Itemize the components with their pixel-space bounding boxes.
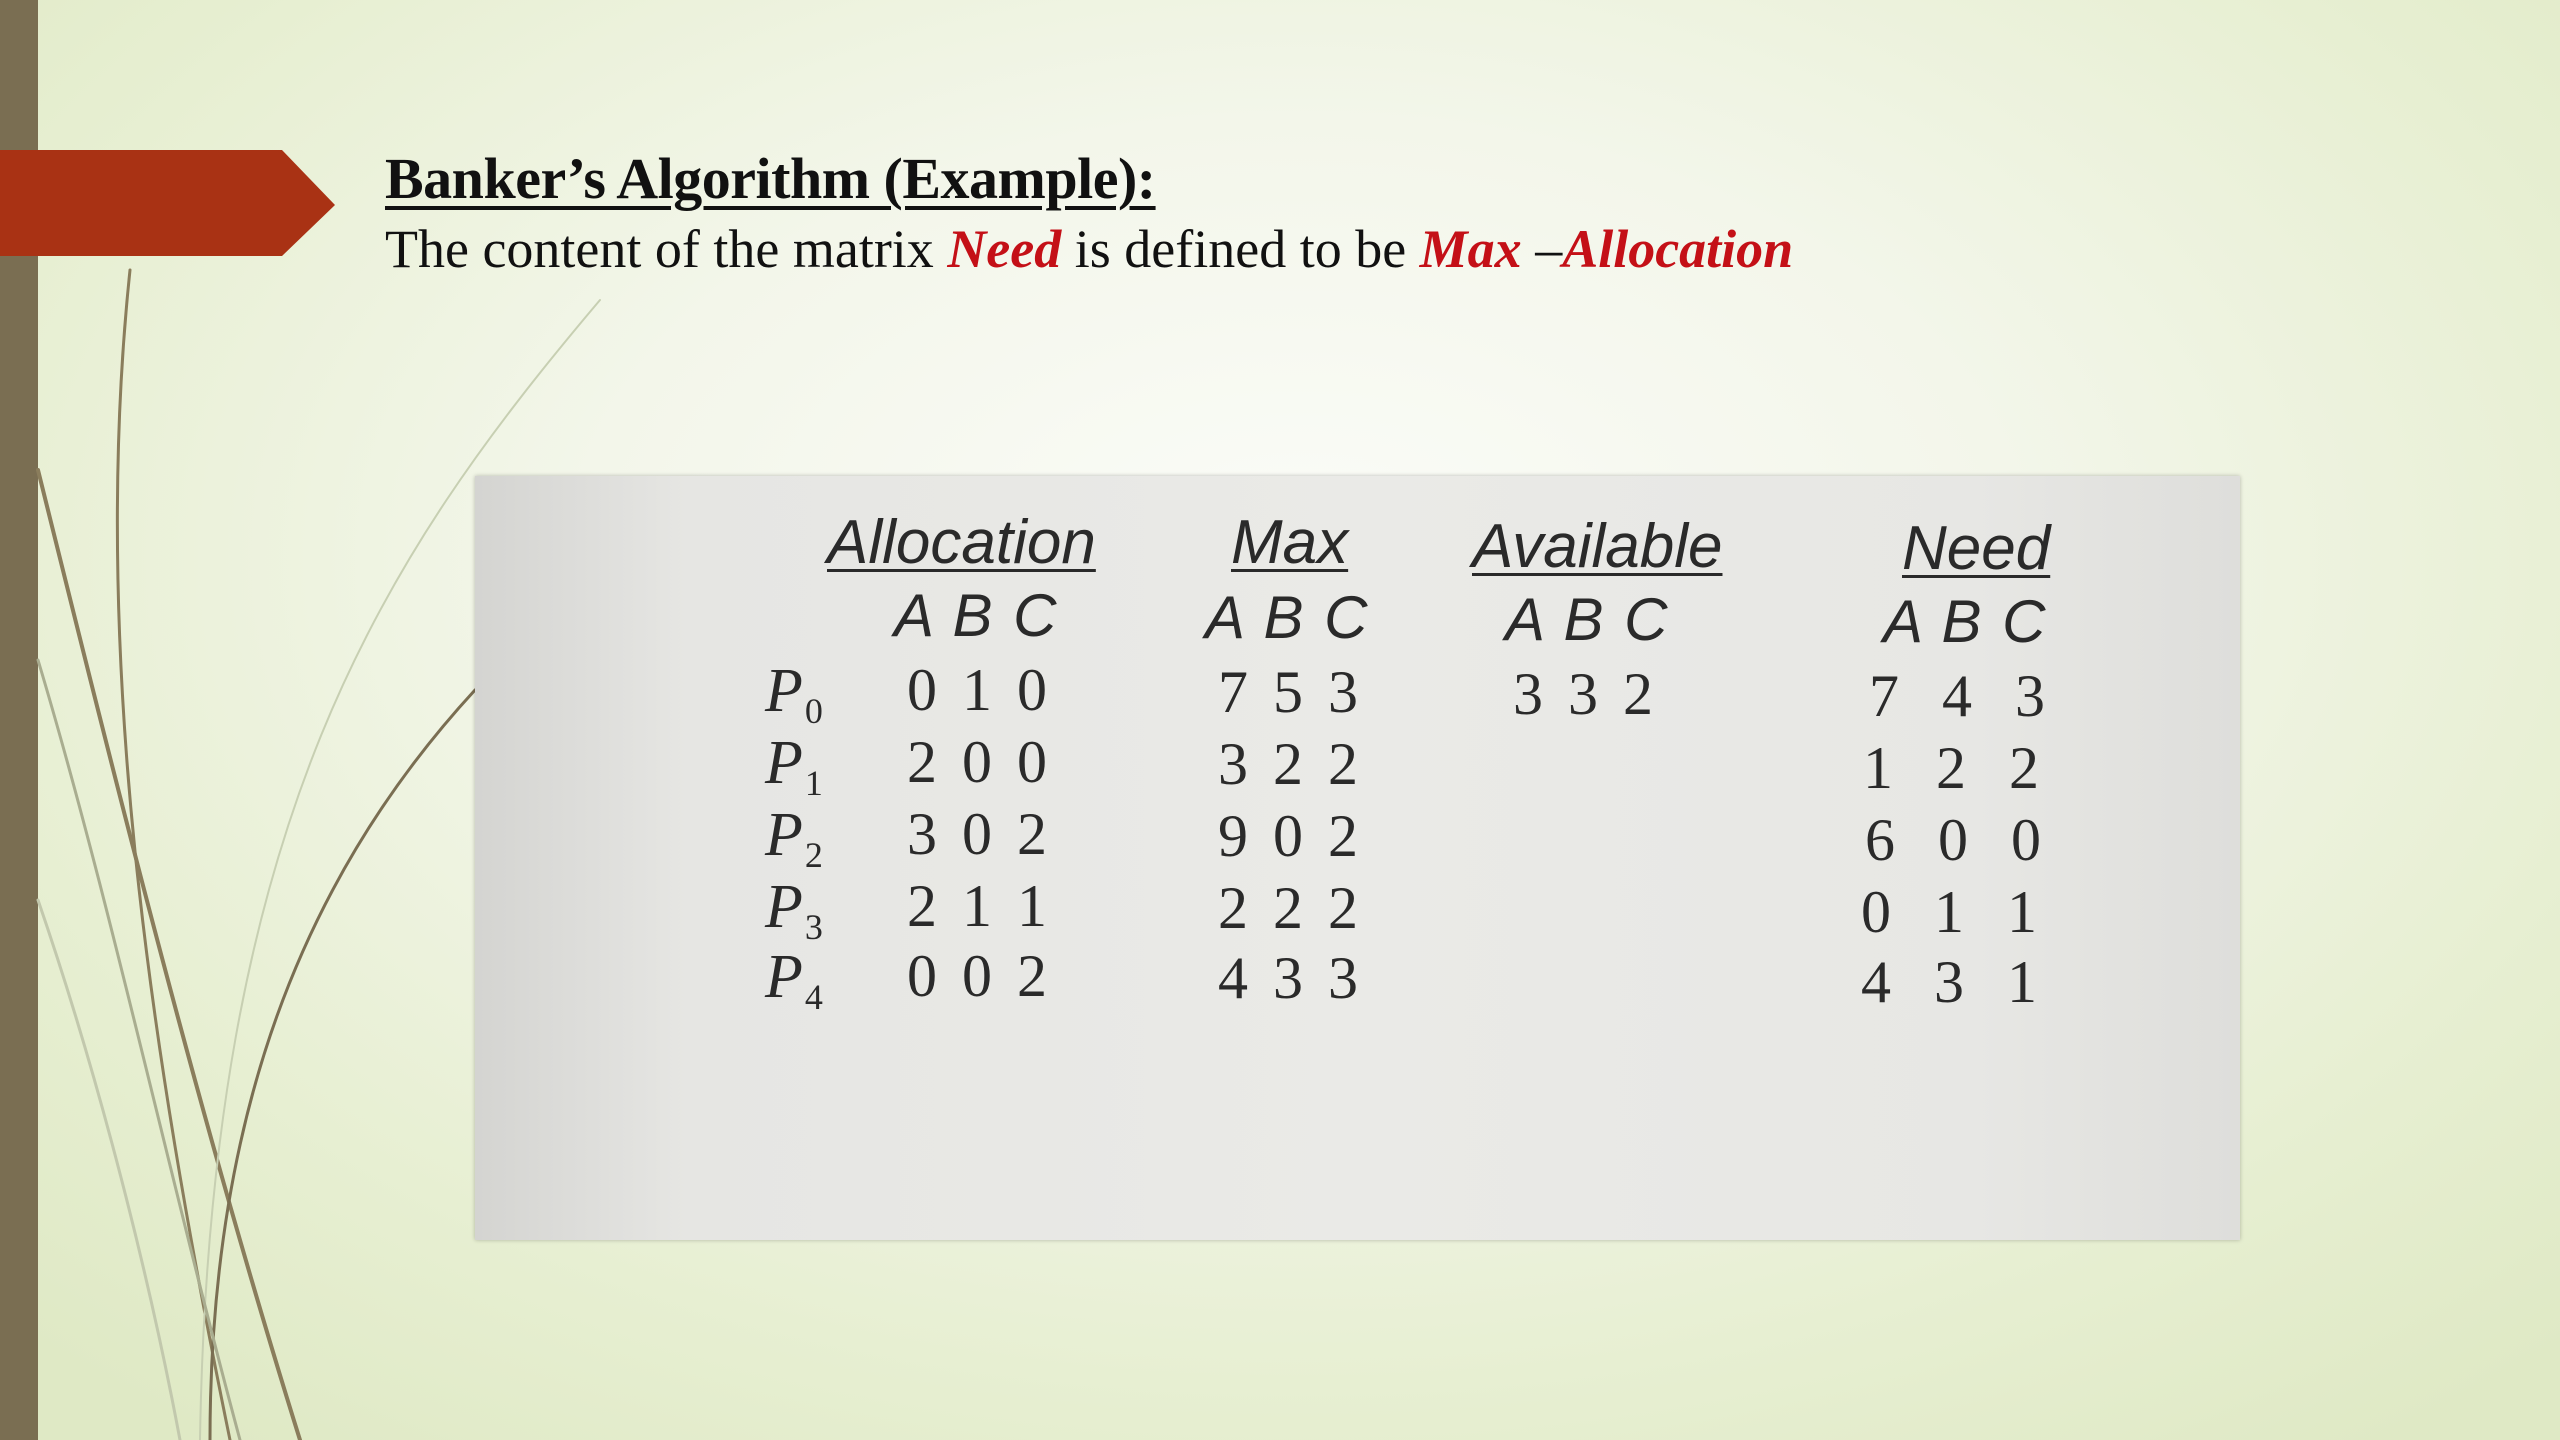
available-cell: 3 3 2 [1513, 661, 1653, 727]
allocation-resource-labels: A B C [894, 582, 1057, 649]
subtitle-dash: – [1521, 219, 1563, 279]
process-label: $P_4$ [765, 943, 823, 1017]
need-cell: 4 3 1 [1861, 949, 2037, 1015]
max-cell: 3 2 2 [1218, 731, 1358, 797]
need-cell: 7 4 3 [1869, 663, 2045, 729]
need-cell: 1 2 2 [1863, 735, 2039, 801]
header-available: Available [1472, 512, 1723, 581]
allocation-cell: 2 1 1 [907, 873, 1047, 939]
need-resource-labels: A B C [1883, 588, 2046, 655]
process-label: $P_2$ [765, 801, 823, 875]
slide-title: Banker’s Algorithm (Example): [385, 146, 1156, 211]
max-cell: 2 2 2 [1218, 875, 1358, 941]
allocation-cell: 3 0 2 [907, 801, 1047, 867]
allocation-cell: 0 1 0 [907, 657, 1047, 723]
process-label: $P_0$ [765, 657, 823, 731]
process-label: $P_1$ [765, 729, 823, 803]
header-need: Need [1902, 514, 2051, 583]
process-label: $P_3$ [765, 873, 823, 947]
header-allocation: Allocation [827, 508, 1096, 577]
max-resource-labels: A B C [1205, 584, 1368, 651]
need-cell: 6 0 0 [1865, 807, 2041, 873]
available-resource-labels: A B C [1505, 586, 1668, 653]
subtitle-middle: is defined to be [1061, 219, 1420, 279]
max-cell: 9 0 2 [1218, 803, 1358, 869]
max-cell: 7 5 3 [1218, 659, 1358, 725]
slide-subtitle [385, 218, 1793, 280]
need-highlight: Need [947, 219, 1062, 279]
subtitle-prefix: The content of the matrix [385, 219, 948, 279]
header-max: Max [1231, 508, 1349, 577]
allocation-cell: 2 0 0 [907, 729, 1047, 795]
max-highlight: Max [1419, 219, 1522, 279]
allocation-highlight: Allocation [1562, 219, 1794, 279]
matrix-image-panel [475, 476, 2240, 1240]
max-cell: 4 3 3 [1218, 945, 1358, 1011]
title-arrow-marker [0, 150, 340, 260]
need-cell: 0 1 1 [1861, 879, 2037, 945]
allocation-cell: 0 0 2 [907, 943, 1047, 1009]
